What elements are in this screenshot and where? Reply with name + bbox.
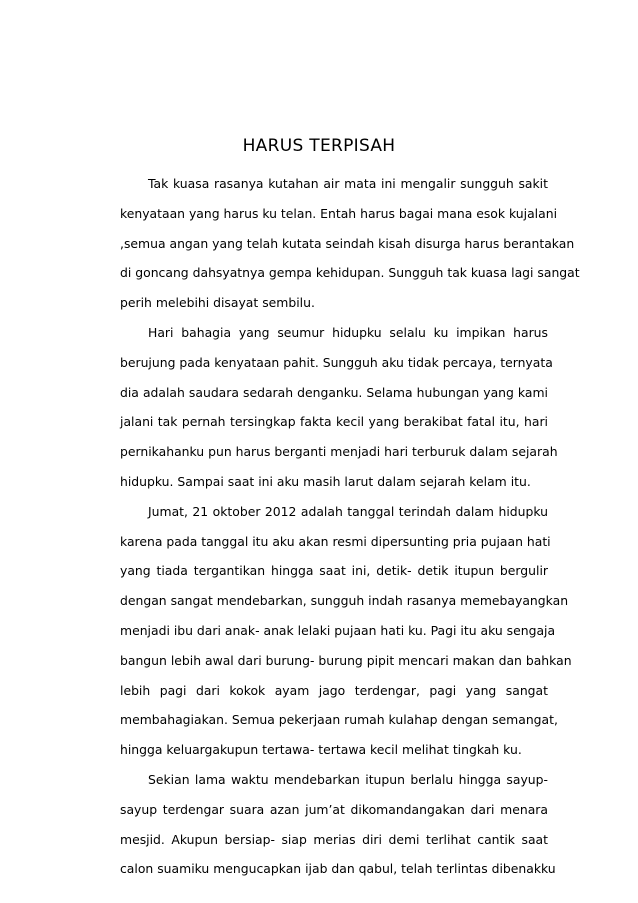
text-line: pernikahanku pun harus berganti menjadi hari terburuk dalam sejarah	[120, 444, 558, 460]
text-line: jalani tak pernah tersingkap fakta kecil yang berakibat fatal itu, hari	[120, 414, 548, 430]
text-line: dengan sangat mendebarkan, sungguh indah rasanya memebayangkan	[120, 593, 569, 609]
text-line: Sekian lama waktu mendebarkan itupun berlalu hingga sayup-	[148, 771, 548, 787]
document-title: HARUS TERPISAH	[242, 136, 396, 156]
text-line: Tak kuasa rasanya kutahan air mata ini mengalir sungguh sakit	[148, 176, 548, 191]
text-line: lebih pagi dari kokok ayam jago terdengar, pagi yang sangat	[120, 682, 548, 698]
text-line: Jumat, 21 oktober 2012 adalah tanggal terindah dalam hidupku	[148, 503, 548, 519]
text-line: sayup terdengar suara azan jum’at dikomandangakan dari menara	[120, 801, 548, 817]
text-line: calon suamiku mengucapkan ijab dan qabul, telah terlintas dibenakku	[120, 861, 556, 877]
text-line: ,semua angan yang telah kutata seindah kisah disurga harus berantakan	[120, 235, 575, 251]
text-line: membahagiakan. Semua pekerjaan rumah kulahap dengan semangat,	[120, 712, 558, 728]
text-line: bangun lebih awal dari burung- burung pipit mencari makan dan bahkan	[120, 652, 572, 668]
text-line: mesjid. Akupun bersiap- siap merias diri demi terlihat cantik saat	[120, 831, 548, 847]
text-line: berujung pada kenyataan pahit. Sungguh aku tidak percaya, ternyata	[120, 354, 553, 370]
text-line: kenyataan yang harus ku telan. Entah harus bagai mana esok kujalani	[120, 205, 558, 221]
text-line: hidupku. Sampai saat ini aku masih larut dalam sejarah kelam itu.	[120, 473, 531, 489]
text-line: karena pada tanggal itu aku akan resmi dipersunting pria pujaan hati	[120, 533, 551, 549]
text-line: menjadi ibu dari anak- anak lelaki pujaan hati ku. Pagi itu aku sengaja	[120, 622, 556, 638]
text-line: yang tiada tergantikan hingga saat ini, detik- detik itupun bergulir	[120, 563, 548, 579]
text-line: hingga keluargakupun tertawa- tertawa kecil melihat tingkah ku.	[120, 742, 522, 758]
document-body	[120, 174, 580, 889]
text-line: di goncang dahsyatnya gempa kehidupan. Sungguh tak kuasa lagi sangat	[120, 265, 580, 281]
text-line: dia adalah saudara sedarah denganku. Selama hubungan yang kami	[120, 384, 548, 400]
text-line: Hari bahagia yang seumur hidupku selalu ku impikan harus	[148, 324, 548, 340]
text-line: perih melebihi disayat sembilu.	[120, 295, 315, 311]
